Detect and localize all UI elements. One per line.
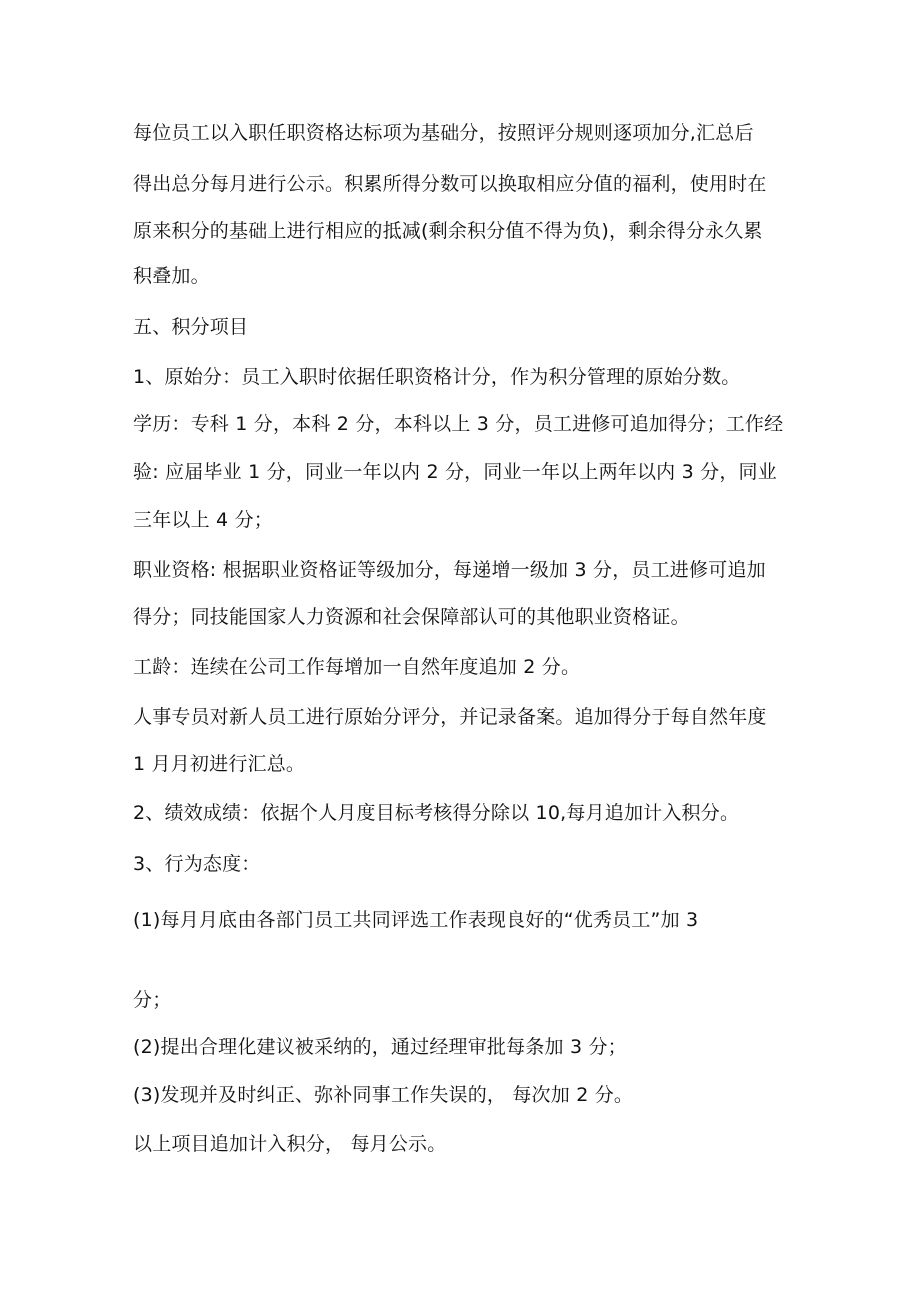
- paragraph-line: 工龄：连续在公司工作每增加一自然年度追加 2 分。: [133, 656, 581, 678]
- section-heading: 五、积分项目: [133, 316, 249, 338]
- paragraph-line: 得出总分每月进行公示。积累所得分数可以换取相应分值的福利，使用时在: [133, 173, 767, 195]
- paragraph-line: 得分；同技能国家人力资源和社会保障部认可的其他职业资格证。: [133, 606, 690, 628]
- item-heading: 1、原始分：员工入职时依据任职资格计分，作为积分管理的原始分数。: [133, 366, 741, 388]
- list-item: (1)每月月底由各部门员工共同评选工作表现良好的“优秀员工”加 3: [133, 909, 699, 931]
- paragraph-line: 三年以上 4 分；: [133, 509, 273, 531]
- list-item: 分；: [133, 989, 172, 1011]
- item-heading: 3、行为态度：: [133, 853, 261, 875]
- paragraph-line: 以上项目追加计入积分， 每月公示。: [133, 1133, 447, 1155]
- paragraph-line: 人事专员对新人员工进行原始分评分，并记录备案。追加得分于每自然年度: [133, 706, 767, 728]
- paragraph-line: 学历：专科 1 分，本科 2 分，本科以上 3 分，员工进修可追加得分；工作经: [133, 413, 784, 435]
- list-item: (3)发现并及时纠正、弥补同事工作失误的， 每次加 2 分。: [133, 1084, 634, 1106]
- item-heading: 2、绩效成绩：依据个人月度目标考核得分除以 10,每月追加计入积分。: [133, 802, 740, 824]
- paragraph-line: 职业资格: 根据职业资格证等级加分，每递增一级加 3 分，员工进修可追加: [133, 559, 766, 581]
- paragraph-line: 原来积分的基础上进行相应的抵减(剩余积分值不得为负)，剩余得分永久累: [133, 220, 763, 242]
- paragraph-line: 验: 应届毕业 1 分，同业一年以内 2 分，同业一年以上两年以内 3 分，同业: [133, 461, 777, 483]
- paragraph-line: 1 月月初进行汇总。: [133, 753, 306, 775]
- paragraph-line: 每位员工以入职任职资格达标项为基础分，按照评分规则逐项加分,汇总后: [133, 122, 754, 144]
- paragraph-line: 积叠加。: [133, 265, 210, 287]
- list-item: (2)提出合理化建议被采纳的，通过经理审批每条加 3 分；: [133, 1036, 627, 1058]
